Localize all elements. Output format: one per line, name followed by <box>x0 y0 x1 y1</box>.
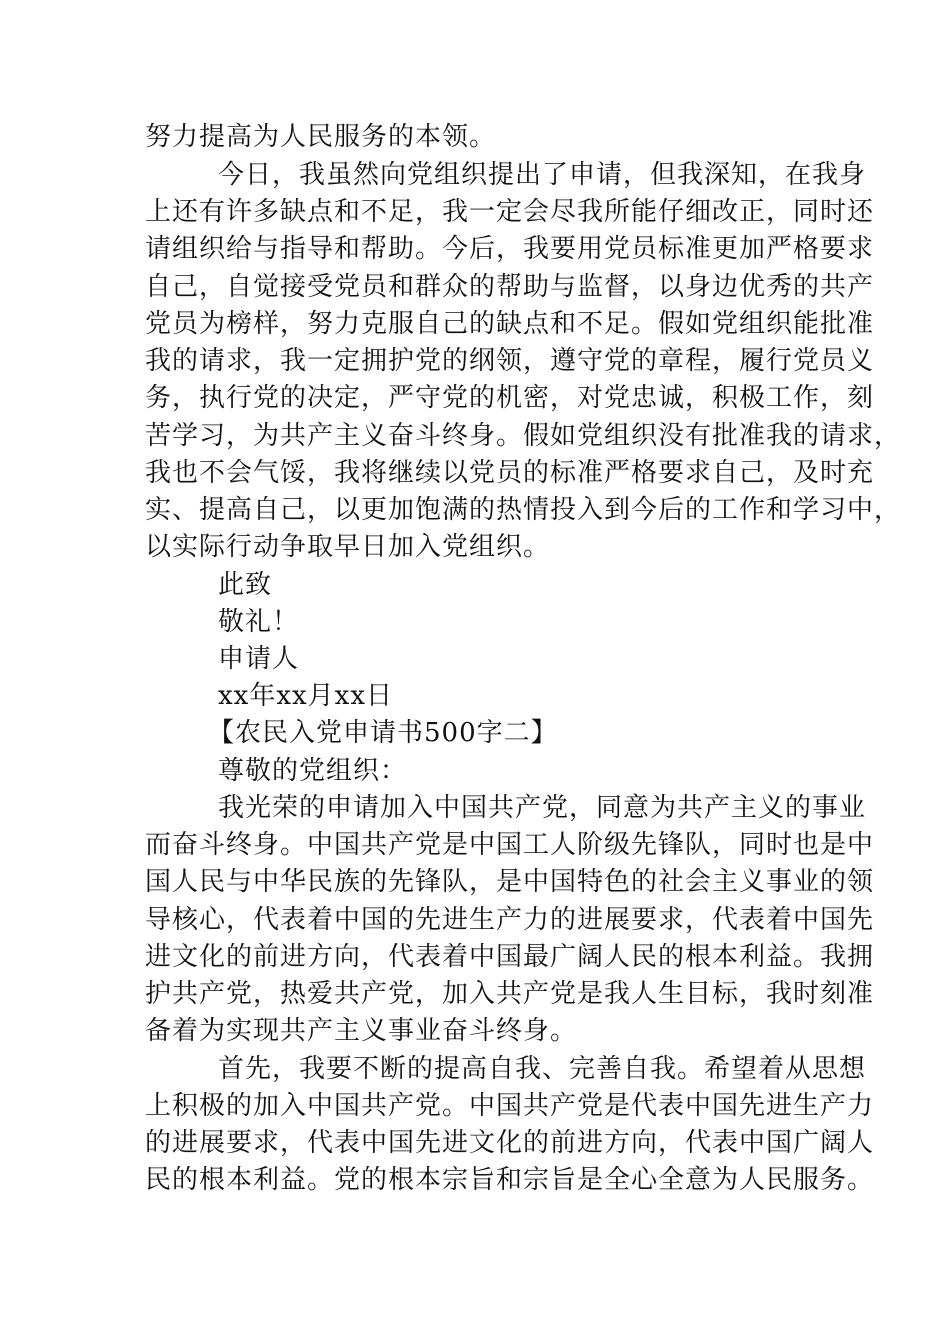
text-line: 的进展要求，代表中国先进文化的前进方向，代表中国广阔人 <box>145 1128 875 1158</box>
closing-regards: 敬礼！ <box>218 607 300 637</box>
text-line: 备着为实现共产主义事业奋斗终身。 <box>145 1016 578 1046</box>
greeting: 尊敬的党组织： <box>218 756 408 786</box>
closing-salutation: 此致 <box>218 570 273 600</box>
text-line: 导核心，代表着中国的先进生产力的进展要求，代表着中国先 <box>145 905 875 935</box>
text-line: 自己，自觉接受党员和群众的帮助与监督，以身边优秀的共产 <box>145 272 875 302</box>
text-line: 而奋斗终身。中国共产党是中国工人阶级先锋队，同时也是中 <box>145 830 875 860</box>
text-line: 苦学习，为共产主义奋斗终身。假如党组织没有批准我的请求， <box>145 421 902 451</box>
date-line: xx年xx月xx日 <box>218 681 393 711</box>
text-line: 护共产党，热爱共产党，加入共产党是我人生目标，我时刻准 <box>145 979 875 1009</box>
text-line: 努力提高为人民服务的本领。 <box>145 122 497 152</box>
text-line: 国人民与中华民族的先锋队，是中国特色的社会主义事业的领 <box>145 867 875 897</box>
text-line: 以实际行动争取早日加入党组织。 <box>145 532 551 562</box>
text-line: 党员为榜样，努力克服自己的缺点和不足。假如党组织能批准 <box>145 309 875 339</box>
applicant-label: 申请人 <box>218 644 300 674</box>
text-line: 上还有许多缺点和不足，我一定会尽我所能仔细改正，同时还 <box>145 197 875 227</box>
text-line: 请组织给与指导和帮助。今后，我要用党员标准更加严格要求 <box>145 234 875 264</box>
text-line: 上积极的加入中国共产党。中国共产党是代表中国先进生产力 <box>145 1091 875 1121</box>
text-line: 今日，我虽然向党组织提出了申请，但我深知，在我身 <box>218 160 867 190</box>
text-line: 我的请求，我一定拥护党的纲领，遵守党的章程，履行党员义 <box>145 346 875 376</box>
text-line: 实、提高自己，以更加饱满的热情投入到今后的工作和学习中， <box>145 495 902 525</box>
text-line: 务，执行党的决定，严守党的机密，对党忠诚，积极工作，刻 <box>145 383 875 413</box>
text-line: 首先，我要不断的提高自我、完善自我。希望着从思想 <box>218 1054 867 1084</box>
text-line: 我也不会气馁，我将继续以党员的标准严格要求自己，及时充 <box>145 458 875 488</box>
text-line: 民的根本利益。党的根本宗旨和宗旨是全心全意为人民服务。 <box>145 1165 875 1195</box>
text-line: 我光荣的申请加入中国共产党，同意为共产主义的事业 <box>218 793 867 823</box>
text-line: 进文化的前进方向，代表着中国最广阔人民的根本利益。我拥 <box>145 942 875 972</box>
section-heading: 【农民入党申请书500字二】 <box>208 718 558 748</box>
